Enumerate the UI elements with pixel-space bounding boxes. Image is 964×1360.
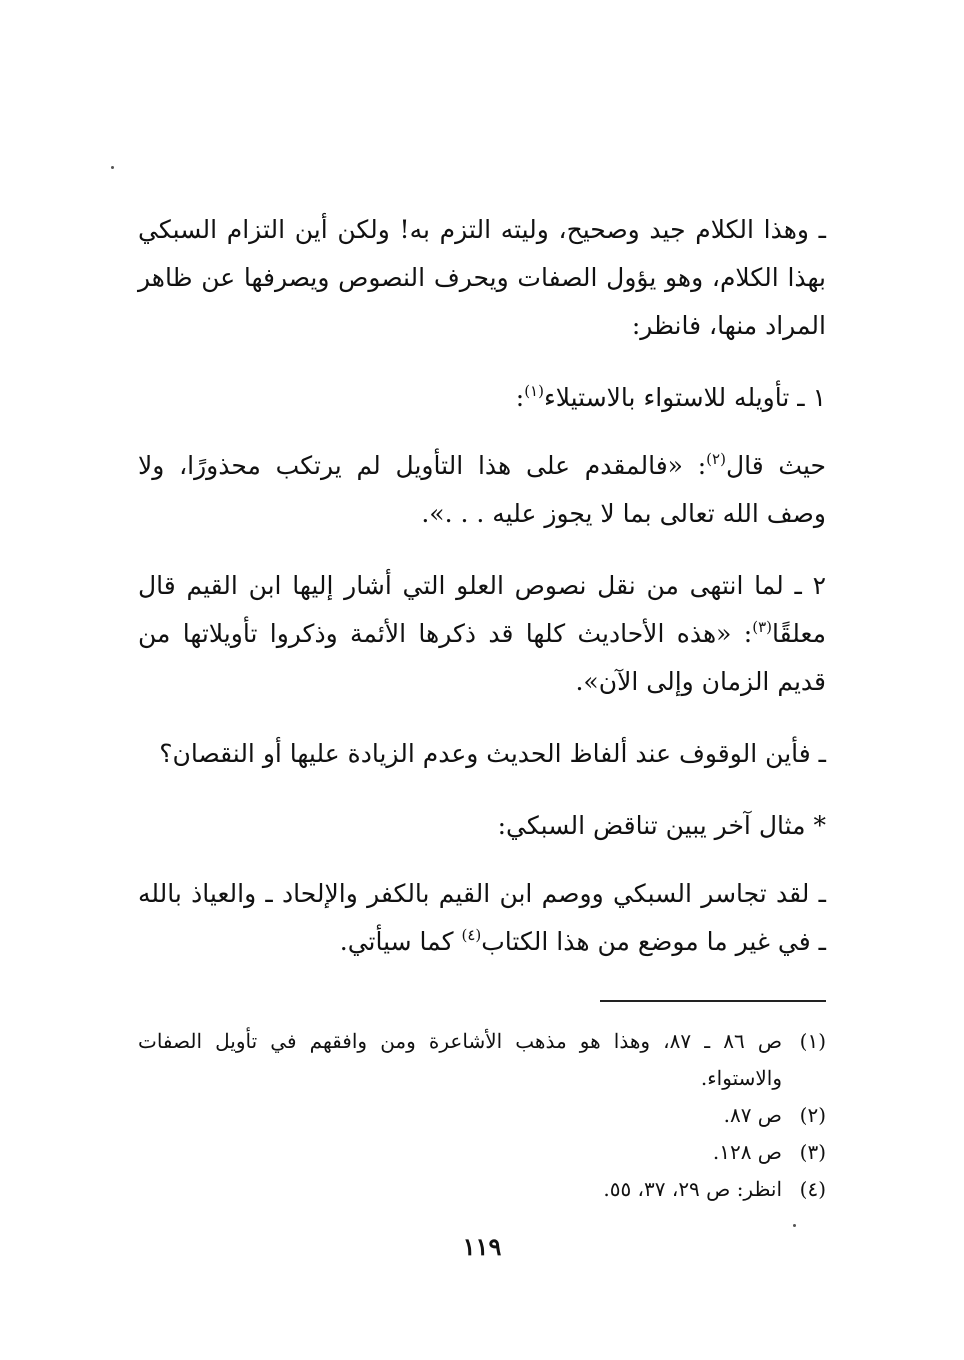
- footnote-item: [138, 1023, 826, 1097]
- footnote-item: [138, 1134, 826, 1171]
- footnote-reference: (٤): [461, 926, 482, 944]
- footnotes: [138, 1023, 826, 1208]
- footnote-number: (٤): [799, 1177, 826, 1201]
- paragraph-text: ١ ـ تأويله للاستواء بالاستيلاء: [543, 383, 826, 412]
- main-text: [138, 206, 826, 990]
- footnote-text: ص ٨٦ ـ ٨٧، وهذا هو مذهب الأشاعرة ومن وافقهم في تأويل الصفات والاستواء.: [138, 1029, 783, 1090]
- footnote-reference: (٣): [752, 618, 772, 636]
- footnote-number: (٢): [799, 1103, 826, 1127]
- paragraph-intro: ـ وهذا الكلام جيد وصحيح، وليته التزم به! ولكن أين التزام السبكي بهذا الكلام، وهو يؤول الصفات ويحرف النصوص ويصرفها عن ظاهر المراد منها، فانظر:: [138, 215, 826, 340]
- footnote-item: [138, 1171, 826, 1208]
- footnote-reference: (٢): [706, 450, 726, 468]
- paragraph-text: كما سيأتي.: [339, 927, 462, 956]
- paragraph-question: ـ فأين الوقوف عند ألفاظ الحديث وعدم الزيادة عليها أو النقصان؟: [159, 739, 826, 768]
- scan-speck: [793, 1224, 796, 1227]
- paragraph-text: حيث قال: [725, 451, 826, 480]
- footnote-divider: [600, 1000, 826, 1002]
- paragraph-text: : «هذه الأحاديث كلها قد ذكرها الأئمة وذكروا تأويلاتها من قديم الزمان وإلى الآن».: [138, 619, 826, 696]
- footnote-text: ص ٨٧.: [723, 1103, 782, 1127]
- paragraph-example: [138, 870, 826, 966]
- scan-speck: [111, 166, 114, 169]
- paragraph-text: ـ لقد تجاسر السبكي ووصم ابن القيم بالكفر والإلحاد ـ والعياذ بالله ـ في غير ما موضع من هذا الكتاب: [138, 879, 826, 956]
- footnote-item: [138, 1097, 826, 1134]
- footnote-number: (١): [799, 1029, 826, 1053]
- paragraph-point-1: [138, 374, 826, 422]
- footnote-text: ص ١٢٨.: [712, 1140, 782, 1164]
- page-number: ١١٩: [462, 1232, 502, 1261]
- paragraph-point-2: [138, 562, 826, 706]
- footnote-number: (٣): [799, 1140, 826, 1164]
- paragraph-example-heading: * مثال آخر يبين تناقض السبكي:: [497, 811, 826, 840]
- paragraph-text: ٢ ـ لما انتهى من نقل نصوص العلو التي أشار إليها ابن القيم قال معلقًا: [138, 571, 826, 648]
- paragraph-text: : «فالمقدم على هذا التأويل لم يرتكب محذورًا، ولا وصف الله تعالى بما لا يجوز عليه . . .».: [138, 451, 826, 528]
- footnote-reference: (١): [524, 382, 544, 400]
- paragraph-text: :: [515, 383, 525, 412]
- paragraph-quote-1: [138, 442, 826, 538]
- footnote-text: انظر: ص ٢٩، ٣٧، ٥٥.: [603, 1177, 782, 1201]
